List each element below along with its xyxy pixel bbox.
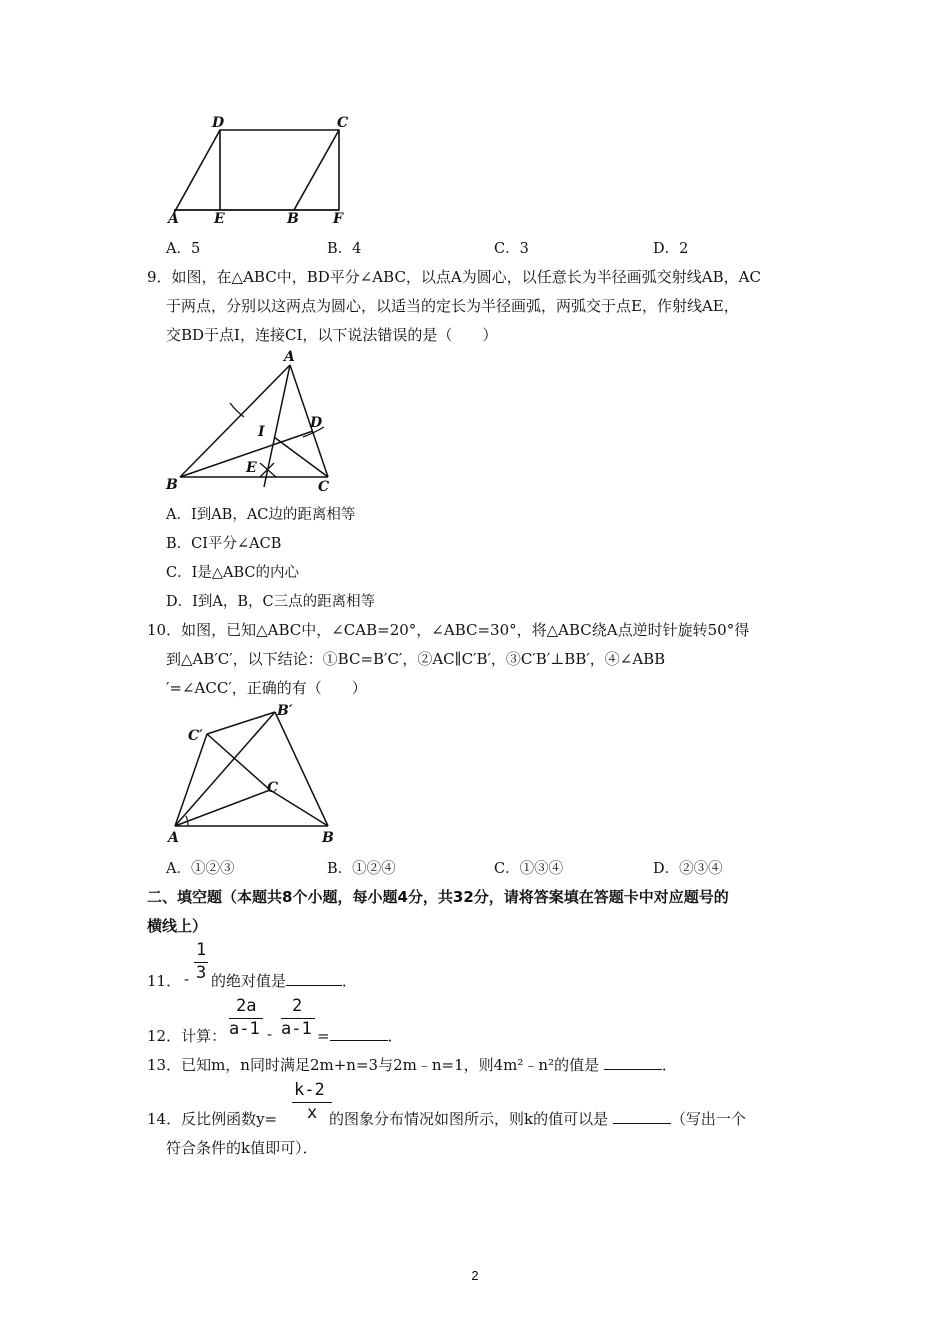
q9-text-line2: 于两点，分别以这两点为圆心，以适当的定长为半径画弧，两弧交于点E，作射线AE， (166, 297, 739, 315)
label-A: A (168, 830, 179, 846)
label-B: B (322, 830, 334, 846)
q11-frac-den: 3 (196, 963, 207, 983)
q9-text-line1: 9．如图，在△ABC中，BD平分∠ABC，以点A为圆心，以任意长为半径画弧交射线AB，AC (147, 268, 761, 286)
label-E: E (246, 460, 257, 476)
q10-text-line1: 10．如图，已知△ABC中，∠CAB=20°，∠ABC=30°，将△ABC绕A点逆时针旋转50°得 (147, 621, 750, 639)
section2-heading-line2: 横线上） (147, 917, 208, 935)
q14-suffix: （写出一个 (670, 1110, 746, 1128)
label-A: A (168, 211, 179, 227)
q9-option-c[interactable]: C．I是△ABC的内心 (166, 565, 299, 581)
label-C-prime: C′ (188, 728, 203, 744)
label-D: D (310, 415, 323, 431)
q11-text-label: 的绝对值是 (211, 972, 287, 990)
q9-option-b[interactable]: B．CI平分∠ACB (166, 536, 282, 552)
q14-mid-text: 的图象分布情况如图所示，则k的值可以是 (329, 1110, 609, 1128)
q10-option-d[interactable]: D．②③④ (653, 861, 723, 877)
q11-text (211, 970, 357, 991)
q11-number: 11． (147, 972, 182, 990)
q8-option-d[interactable]: D．2 (653, 241, 689, 257)
q10-option-b[interactable]: B．①②④ (327, 861, 396, 877)
label-C: C (267, 780, 279, 796)
q12-frac2-num: 2 (292, 996, 303, 1016)
q10-option-a[interactable]: A．①②③ (166, 861, 235, 877)
q8-option-c[interactable]: C．3 (494, 241, 529, 257)
q12-frac1-den: a-1 (229, 1019, 260, 1039)
label-A: A (284, 349, 295, 365)
q10-option-c[interactable]: C．①③④ (494, 861, 564, 877)
label-B-prime: B′ (277, 703, 293, 719)
q9-option-a[interactable]: A．I到AB，AC边的距离相等 (166, 507, 356, 523)
label-C: C (318, 479, 330, 495)
q13-end: ． (661, 1056, 677, 1074)
label-B: B (287, 211, 299, 227)
q13-text-label: 13．已知m，n同时满足2m+n=3与2m﹣n=1，则4m²﹣n²的值是 (147, 1056, 600, 1074)
q11-frac-num: 1 (196, 940, 207, 960)
q12-tail (317, 1025, 403, 1046)
q14-prefix: 14．反比例函数y= (147, 1110, 278, 1128)
section2-heading-line1: 二、填空题（本题共8个小题，每小题4分，共32分，请将答案填在答题卡中对应题号的 (147, 888, 729, 906)
label-C: C (337, 115, 349, 131)
q14-mid (329, 1108, 746, 1129)
q9-option-d[interactable]: D．I到A，B，C三点的距离相等 (166, 594, 376, 610)
q9-text-line3: 交BD于点I，连接CI，以下说法错误的是（ ） (166, 326, 498, 344)
q12-equals: = (317, 1027, 330, 1045)
q13-text (147, 1054, 677, 1075)
q8-option-a[interactable]: A．5 (166, 241, 201, 257)
q12-end: ． (387, 1027, 403, 1045)
q12-prefix: 12．计算： (147, 1027, 227, 1045)
q12-answer-blank[interactable] (330, 1040, 388, 1041)
q14-frac-num: k-2 (294, 1080, 325, 1100)
q10-text-line3: ′=∠ACC′，正确的有（ ） (166, 679, 367, 697)
q12-frac2-den: a-1 (281, 1019, 312, 1039)
label-E: E (214, 211, 225, 227)
label-D: D (212, 115, 225, 131)
label-F: F (333, 211, 343, 227)
q8-parallelogram-figure (160, 110, 370, 230)
q12-frac1-num: 2a (236, 996, 257, 1016)
q9-triangle-figure (160, 345, 360, 495)
q12-minus: - (267, 1025, 273, 1043)
q11-answer-blank[interactable] (286, 985, 342, 986)
q10-text-line2: 到△AB′C′，以下结论：①BC=B′C′，②AC∥C′B′，③C′B′⊥BB′，④∠ABB (166, 650, 666, 668)
label-I: I (258, 424, 265, 440)
q14-answer-blank[interactable] (613, 1123, 671, 1124)
q8-option-b[interactable]: B．4 (327, 241, 362, 257)
page-number: 2 (471, 1268, 479, 1283)
label-B: B (166, 477, 178, 493)
q13-answer-blank[interactable] (604, 1069, 662, 1070)
q10-rotation-figure (160, 698, 360, 848)
q14-text-line2: 符合条件的k值即可）． (166, 1139, 318, 1157)
q11-minus: - (184, 970, 190, 988)
q14-frac-den: x (307, 1103, 318, 1123)
q11-end: ． (342, 972, 358, 990)
